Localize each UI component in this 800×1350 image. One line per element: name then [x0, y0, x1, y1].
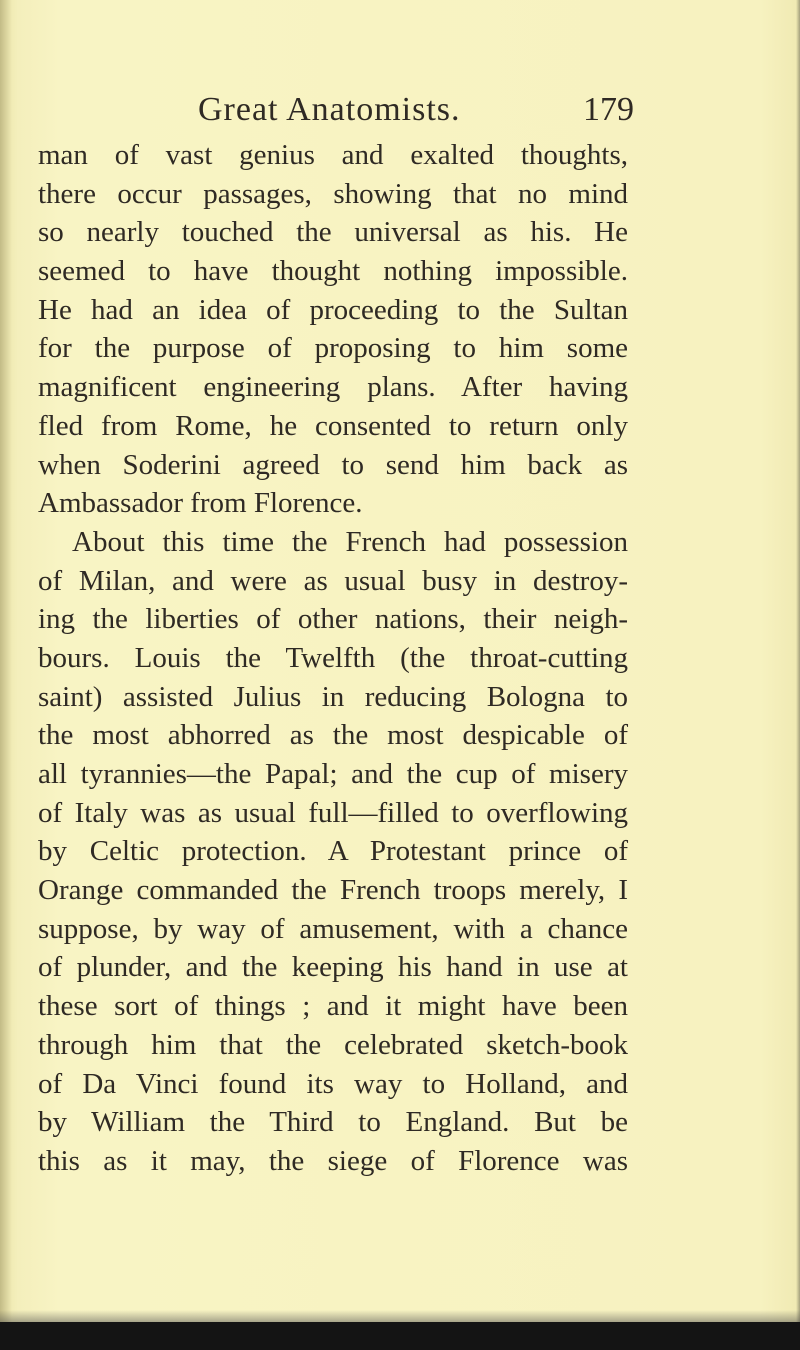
text-line: through him that the celebrated sketch-book	[38, 1028, 628, 1061]
text-line: saint) assisted Julius in reducing Bologna to	[38, 680, 628, 713]
text-line: man of vast genius and exalted thoughts,	[38, 139, 628, 171]
page-number: 179	[583, 91, 634, 128]
text-line: ing the liberties of other nations, their neigh-	[38, 603, 628, 636]
text-line: Orange commanded the French troops merely, I	[38, 874, 628, 907]
text-line: of plunder, and the keeping his hand in use at	[38, 951, 628, 984]
text-line: these sort of things ; and it might have been	[38, 990, 628, 1023]
page-right-edge	[796, 0, 800, 1350]
page-header	[198, 88, 634, 132]
text-line: by William the Third to England. But be	[38, 1106, 628, 1139]
text-line: by Celtic protection. A Protestant prince of	[38, 835, 628, 868]
text-line: of Italy was as usual full—filled to overflowing	[38, 796, 628, 829]
text-line: bours. Louis the Twelfth (the throat-cutting	[38, 641, 628, 674]
running-head: Great Anatomists.	[198, 91, 461, 128]
text-line: the most abhorred as the most despicable of	[38, 719, 628, 752]
text-line: there occur passages, showing that no mind	[38, 177, 628, 210]
text-line: of Da Vinci found its way to Holland, and	[38, 1067, 628, 1100]
scan-bottom-shadow	[0, 1310, 800, 1322]
text-line: fled from Rome, he consented to return only	[38, 409, 628, 442]
text-line: this as it may, the siege of Florence was	[38, 1144, 628, 1177]
paragraph-start-line: About this time the French had possession	[72, 525, 628, 558]
text-line: for the purpose of proposing to him some	[38, 332, 628, 365]
text-line: of Milan, and were as usual busy in destroy-	[38, 564, 628, 597]
scan-bottom-band	[0, 1322, 800, 1350]
body-text	[38, 136, 628, 1181]
text-line: He had an idea of proceeding to the Sultan	[38, 293, 628, 326]
text-line: suppose, by way of amusement, with a chance	[38, 912, 628, 945]
paragraph-end-line: Ambassador from Florence.	[38, 487, 363, 520]
text-line: when Soderini agreed to send him back as	[38, 448, 628, 481]
text-line: magnificent engineering plans. After having	[38, 371, 628, 404]
text-line: seemed to have thought nothing impossible.	[38, 255, 628, 288]
text-line: all tyrannies—the Papal; and the cup of misery	[38, 758, 628, 790]
page-gutter-shadow	[0, 0, 12, 1350]
text-line: so nearly touched the universal as his. He	[38, 216, 628, 249]
